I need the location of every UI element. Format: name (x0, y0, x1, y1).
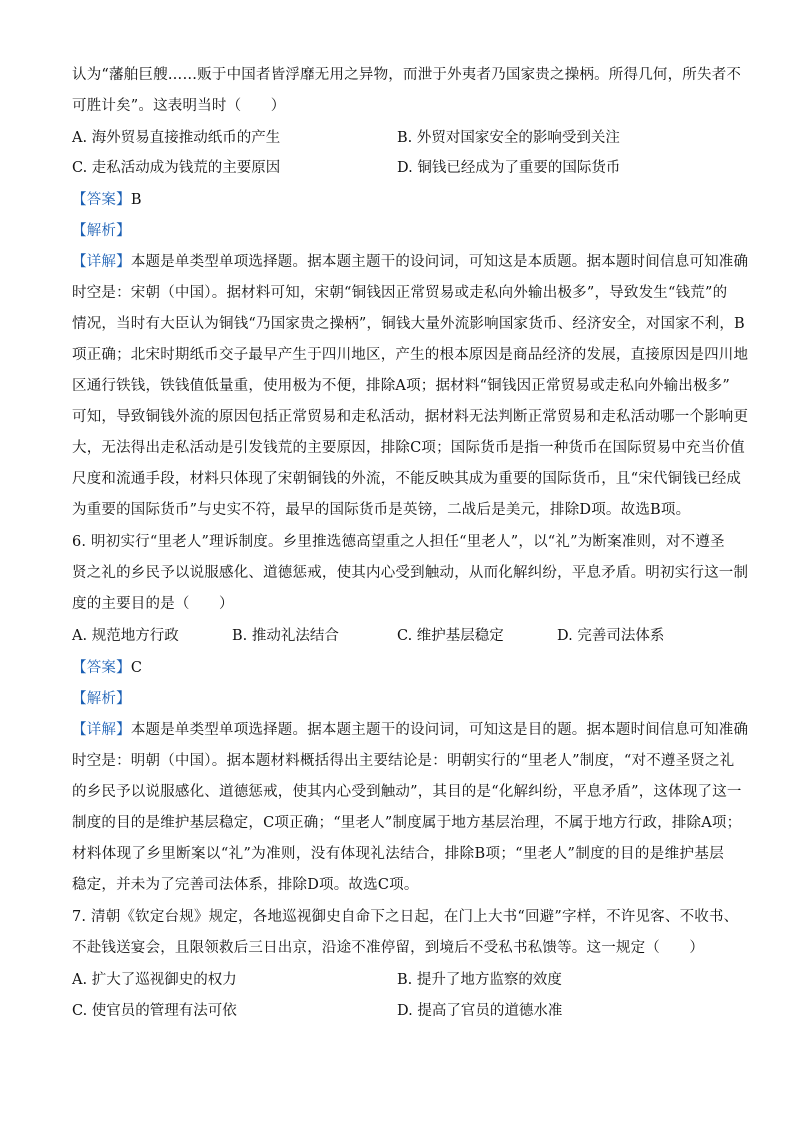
q6-detail-line-5: 材料体现了乡里断案以“礼”为准则，没有体现礼法结合，排除B项；“里老人”制度的目的是维护基层 (72, 846, 724, 862)
q5-detail-line-3: 情况，当时有大臣认为铜钱“乃国家贵之操柄”，铜钱大量外流影响国家货币、经济安全，对国家不利，B (72, 316, 745, 332)
q6-answer: C (130, 660, 143, 676)
q6-detail-line-2: 时空是：明朝（中国）。据本题材料概括得出主要结论是：明朝实行的“里老人”制度，“对不遵圣贤之礼 (72, 753, 735, 769)
detail-tag: 【详解】 (72, 722, 131, 738)
q6-stem-line-1: 6. 明初实行“里老人”理诉制度。乡里推选德高望重之人担任“里老人”，以“礼”为断案准则，对不遵圣 (72, 534, 725, 550)
q5-detail-line-5: 区通行铁钱，铁钱值低量重，使用极为不便，排除A项；据材料“铜钱因正常贸易或走私向外输出极多” (72, 378, 730, 394)
q5-detail-line-2: 时空是：宋朝（中国）。据材料可知，宋朝“铜钱因正常贸易或走私向外输出极多”，导致发生“钱荒”的 (72, 285, 728, 301)
answer-tag: 【答案】 (72, 660, 131, 676)
q7-stem-line-1: 7. 清朝《钦定台规》规定，各地巡视御史自命下之日起，在门上大书“回避”字样，不许见客、不收书、 (72, 909, 739, 925)
q7-option-a: A. 扩大了巡视御史的权力 (72, 972, 237, 988)
q6-option-a: A. 规范地方行政 (72, 628, 179, 644)
q5-option-d: D. 铜钱已经成为了重要的国际货币 (397, 160, 621, 176)
q6-option-d: D. 完善司法体系 (557, 628, 665, 644)
q6-analysis-line (72, 689, 724, 709)
q5-detail-line-6: 可知，导致铜钱外流的原因包括正常贸易和走私活动，据材料无法判断正常贸易和走私活动哪一个影响更 (72, 409, 749, 425)
q6-option-c: C. 维护基层稳定 (397, 628, 504, 644)
q5-detail-text: 本题是单类型单项选择题。据本题主题干的设问词，可知这是本质题。据本题时间信息可知准确 (130, 254, 749, 270)
analysis-tag: 【解析】 (72, 223, 131, 239)
q7-option-c: C. 使官员的管理有法可依 (72, 1003, 237, 1019)
q5-option-b: B. 外贸对国家安全的影响受到关注 (397, 130, 620, 146)
q6-detail-line-1 (72, 720, 749, 740)
q7-stem-line-2: 不赴钱送宴会，且限领救后三日出京，沿途不准停留，到境后不受私书私馈等。这一规定（ ） (72, 940, 705, 956)
q6-detail-text: 本题是单类型单项选择题。据本题主题干的设问词，可知这是目的题。据本题时间信息可知准确 (130, 722, 749, 738)
q6-stem-line-3: 度的主要目的是（ ） (72, 596, 234, 612)
q5-detail-line-8: 尺度和流通手段，材料只体现了宋朝铜钱的外流，不能反映其成为重要的国际货币，且“宋代铜钱已经成 (72, 471, 742, 487)
q5-answer: B (130, 192, 142, 208)
q5-option-a: A. 海外贸易直接推动纸币的产生 (72, 130, 281, 146)
q5-stem-line-1: 认为“藩舶巨艘……贩于中国者皆浮靡无用之异物，而泄于外夷者乃国家贵之操柄。所得几何，所失者不 (72, 67, 742, 83)
q5-answer-line (72, 190, 724, 210)
analysis-tag: 【解析】 (72, 691, 131, 707)
q5-stem-line-2: 可胜计矣”。这表明当时（ ） (72, 98, 286, 114)
q5-detail-line-7: 大，无法得出走私活动是引发钱荒的主要原因，排除C项；国际货币是指一种货币在国际贸易中充当价值 (72, 440, 745, 456)
q5-detail-line-1 (72, 252, 749, 272)
answer-tag: 【答案】 (72, 192, 131, 208)
q7-option-d: D. 提高了官员的道德水准 (397, 1003, 563, 1019)
q6-detail-line-3: 的乡民予以说服感化、道德惩戒，使其内心受到触动”，其目的是“化解纠纷，平息矛盾”，这体现了这一 (72, 784, 742, 800)
q6-detail-line-4: 制度的目的是维护基层稳定，C项正确；“里老人”制度属于地方基层治理，不属于地方行政，排除A项； (72, 815, 742, 831)
q5-option-c: C. 走私活动成为钱荒的主要原因 (72, 160, 281, 176)
q5-analysis-line (72, 221, 724, 241)
q7-option-b: B. 提升了地方监察的效度 (397, 972, 562, 988)
q5-detail-line-9: 为重要的国际货币”与史实不符，最早的国际货币是英镑，二战后是美元，排除D项。故选B项。 (72, 502, 691, 518)
detail-tag: 【详解】 (72, 254, 131, 270)
q6-option-b: B. 推动礼法结合 (232, 628, 339, 644)
q5-detail-line-4: 项正确；北宋时期纸币交子最早产生于四川地区，产生的根本原因是商品经济的发展，直接原因是四川地 (72, 347, 749, 363)
q6-stem-line-2: 贤之礼的乡民予以说服感化、道德惩戒，使其内心受到触动，从而化解纠纷，平息矛盾。明初实行这一制 (72, 565, 749, 581)
q6-detail-line-6: 稳定，并未为了完善司法体系，排除D项。故选C项。 (72, 877, 419, 893)
q6-answer-line (72, 658, 724, 678)
